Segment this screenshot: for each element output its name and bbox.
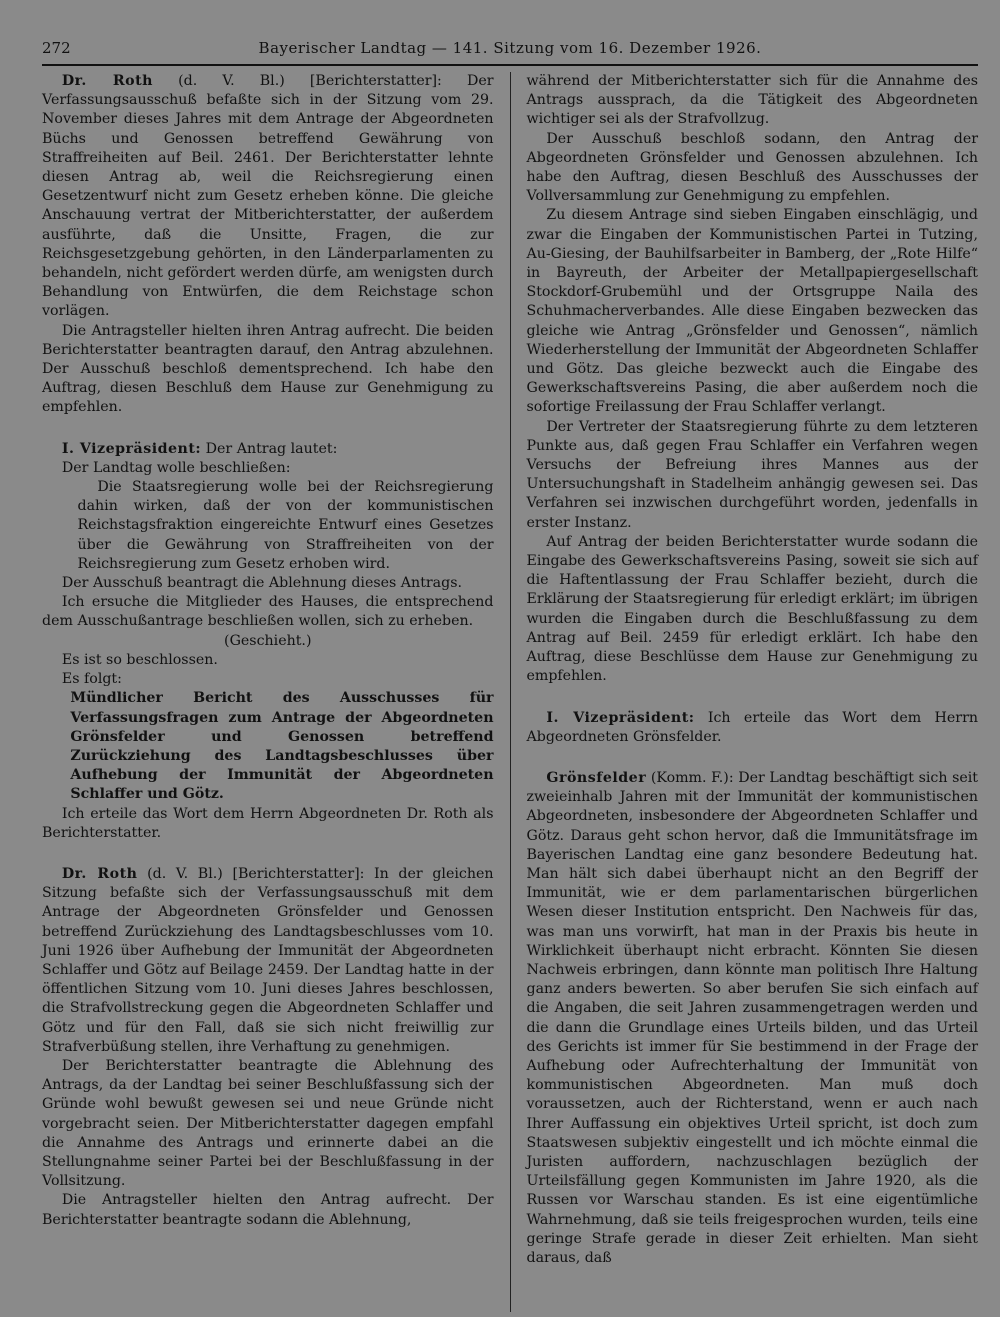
- left-column: [42, 72, 494, 1230]
- paragraph: Die Antragsteller hielten den Antrag aufrecht. Der Berichterstatter beantragte sodann die Ablehnung,: [42, 1192, 494, 1228]
- paragraph: Ich erteile das Wort dem Herrn Abgeordneten Dr. Roth als Berichterstatter.: [42, 805, 494, 841]
- stage-direction: (Geschieht.): [224, 632, 312, 649]
- paragraph: [42, 72, 494, 322]
- paragraph: Auf Antrag der beiden Berichterstatter wurde sodann die Eingabe des Gewerkschaftsvereins Pasing, soweit sie sich auf die Haftentlassung der Frau Schlaffer bezieht, durch die Erklärung der Staatsregierung für erledigt erklärt; im übrigen wurden die Eingaben durch die Beschlußfassung zu dem Antrag auf Beil. 2459 für erledigt erklärt. Ich habe den Auftrag, diese Beschlüsse dem Hause zur Genehmigung zu empfehlen.: [526, 533, 979, 685]
- header-rule: [42, 64, 978, 66]
- right-column: [527, 72, 979, 1268]
- paragraph: [527, 769, 979, 1268]
- running-title: Bayerischer Landtag — 141. Sitzung vom 16. Dezember 1926.: [258, 39, 762, 57]
- paragraph: Der Berichterstatter beantragte die Ablehnung des Antrags, da der Landtag bei seiner Beschlußfassung sich der Gründe wohl bewußt gewesen sei und neue Gründe nicht vorgebracht seien. Der Mitberichterstatter dagegen empfahl die Annahme des Antrags und erinnerte dabei an die Stellungnahme seiner Partei bei der Beschlußfassung in der Vollsitzung.: [42, 1057, 494, 1190]
- paragraph: [42, 440, 494, 459]
- column-divider: [510, 72, 511, 1312]
- paragraph: Die Antragsteller hielten ihren Antrag aufrecht. Die beiden Berichterstatter beantragten darauf, den Antrag abzulehnen. Der Ausschuß beschloß dementsprechend. Ich habe den Auftrag, diesen Beschluß dem Hause zur Genehmigung zu empfehlen.: [42, 322, 494, 416]
- paragraph: während der Mitberichterstatter sich für die Annahme des Antrags aussprach, da die Tätigkeit des Abgeordneten wichtiger sei als der Strafvollzug.: [526, 73, 979, 128]
- paragraph: Der Landtag wolle beschließen:: [61, 459, 291, 476]
- paragraph: Der Vertreter der Staatsregierung führte zu dem letzteren Punkte aus, daß gegen Frau Schlaffer ein Verfahren wegen Versuchs der Befreiung ihres Mannes aus der Untersuchungshaft in Stadelheim anhängig gewesen sei. Das Verfahren sei inzwischen durchgeführt worden, jedenfalls in erster Instanz.: [526, 418, 979, 531]
- paragraph-text: Der Antrag lautet:: [205, 440, 338, 457]
- paragraph-text: Ich erteile das Wort dem Herrn Abgeordneten Grönsfelder.: [526, 709, 979, 745]
- paragraph-text: (Komm. F.): Der Landtag beschäftigt sich seit zweieinhalb Jahren mit der Immunität der kommunistischen Abgeordneten, insbesondere der Abgeordneten Schlaffer und Götz. Daraus geht schon hervor, daß die Immunitätsfrage im Bayerischen Landtag eine ganz besondere Bedeutung hat. Man hält sich dabei überhaupt nicht an den Begriff der Immunität, wie er dem parlamentarischen bürgerlichen Wesen dieser Institution entspricht. Den Nachweis für das, was man uns vorwirft, hat man in der Praxis bis heute in Wirklichkeit überhaupt nicht erbracht. Könnten Sie diesen Nachweis erbringen, dann könnte man politisch Ihre Haltung ganz anders bewerten. So aber berufen Sie sich einfach auf die Angaben, die seit Jahren zusammengetragen werden und die dann die Grundlage eines Urteils bilden, und das Urteil des Gerichts ist immer für Sie bestimmend in der Frage der Aufhebung oder Aufrechterhaltung der Immunität von kommunistischen Abgeordneten. Man muß doch voraussetzen, auch der Richterstand, wenn er auch nach Ihrer Auffassung ein objektives Urteil spricht, ist doch zum Staatswesen subjektiv eingestellt und ich möchte einmal die Juristen auffordern, nachzuschlagen bezüglich der Urteilsfällung gegen Kommunisten im Jahre 1920, als die Russen vor Warschau standen. Es ist eine eigentümliche Wahrnehmung, daß sie teils freigesprochen wurden, teils eine geringe Strafe gerade in dieser Zeit erhielten. Man sieht daraus, daß: [526, 769, 979, 1266]
- page-number: 272: [42, 39, 71, 57]
- paragraph-text: (d. V. Bl.) [Berichterstatter]: In der gleichen Sitzung befaßte sich der Verfassungsausschuß mit dem Antrage der Abgeordneten Grönsfelder und Genossen betreffend Zurückziehung des Landtagsbeschlusses vom 10. Juni 1926 über Aufhebung der Immunität der Abgeordneten Schlaffer und Götz auf Beilage 2459. Der Landtag hatte in der öffentlichen Sitzung vom 10. Juni dieses Jahres beschlossen, die Strafvollstreckung gegen die Abgeordneten Schlaffer und Götz und für den Fall, daß sie sich nicht freiwillig zur Strafverbüßung stellen, ihre Verhaftung zu genehmigen.: [42, 865, 494, 1055]
- speaker-name: Dr. Roth: [61, 73, 153, 89]
- speaker-name: Dr. Roth: [61, 865, 138, 882]
- paragraph: [42, 865, 494, 1057]
- paragraph: Ich ersuche die Mitglieder des Hauses, die entsprechend dem Ausschußantrage beschließen wollen, sich zu erheben.: [42, 594, 494, 630]
- page-header: [42, 36, 978, 60]
- agenda-item: Mündlicher Bericht des Ausschusses für Verfassungsfragen zum Antrage der Abgeordneten Grönsfelder und Genossen betreffend Zurückziehung des Landtagsbeschlusses über Aufhebung der Immunität der Abgeordneten Schlaffer und Götz.: [70, 690, 494, 803]
- speaker-name: Grönsfelder: [546, 769, 647, 786]
- paragraph: Zu diesem Antrage sind sieben Eingaben einschlägig, und zwar die Eingaben der Kommunistischen Partei in Tutzing, Au-Giesing, der Bauhilfsarbeiter in Bamberg, der „Rote Hilfe“ in Bayreuth, der Arbeiter der Metallpapiergesellschaft Stockdorf-Grubemühl und der Ortsgruppe Naila des Schuhmacherverbandes. Alle diese Eingaben bezwecken das gleiche wie Antrag „Grönsfelder und Genossen“, nämlich Wiederherstellung der Immunität der Abgeordneten Schlaffer und Götz. Das gleiche bezweckt auch die Eingabe des Gewerkschaftsvereins Pasing, die aber außerdem noch die sofortige Freilassung der Frau Schlaffer verlangt.: [526, 207, 979, 416]
- motion-text: Die Staatsregierung wolle bei der Reichsregierung dahin wirken, daß der von der kommunistischen Reichstagsfraktion eingereichte Entwurf eines Gesetzes über die Gewährung von Straffreiheiten von der Reichsregierung zum Gesetz erhoben wird.: [77, 479, 494, 572]
- speaker-name: I. Vizepräsident:: [546, 709, 695, 726]
- paragraph: Der Ausschuß beantragt die Ablehnung dieses Antrags.: [61, 575, 463, 592]
- paragraph-text: (d. V. Bl.) [Berichterstatter]: Der Verfassungsausschuß befaßte sich in der Sitzung vom 29. November dieses Jahres mit dem Antrage der Abgeordneten Büchs und Genossen betreffend Gewährung von Straffreiheiten auf Beil. 2461. Der Berichterstatter lehnte diesen Antrag ab, weil die Reichsregierung einen Gesetzentwurf nicht zum Gesetz erheben könne. Die gleiche Anschauung vertrat der Mitberichterstatter, der außerdem ausführte, daß die Unsitte, Fragen, die zur Reichsgesetzgebung gehörten, in den Länderparlamenten zu behandeln, nicht gefördert werden dürfe, am wenigsten durch Behandlung von Entwürfen, die dem Reichstage schon vorlägen.: [42, 73, 494, 320]
- paragraph: Es folgt:: [61, 671, 122, 688]
- paragraph: [527, 709, 979, 747]
- text-columns: [42, 72, 978, 1312]
- speaker-name: I. Vizepräsident:: [61, 440, 202, 457]
- paragraph: Es ist so beschlossen.: [61, 651, 218, 668]
- paragraph: Der Ausschuß beschloß sodann, den Antrag der Abgeordneten Grönsfelder und Genossen abzulehnen. Ich habe den Auftrag, diesen Beschluß des Ausschusses der Vollversammlung zur Genehmigung zu empfehlen.: [526, 130, 979, 205]
